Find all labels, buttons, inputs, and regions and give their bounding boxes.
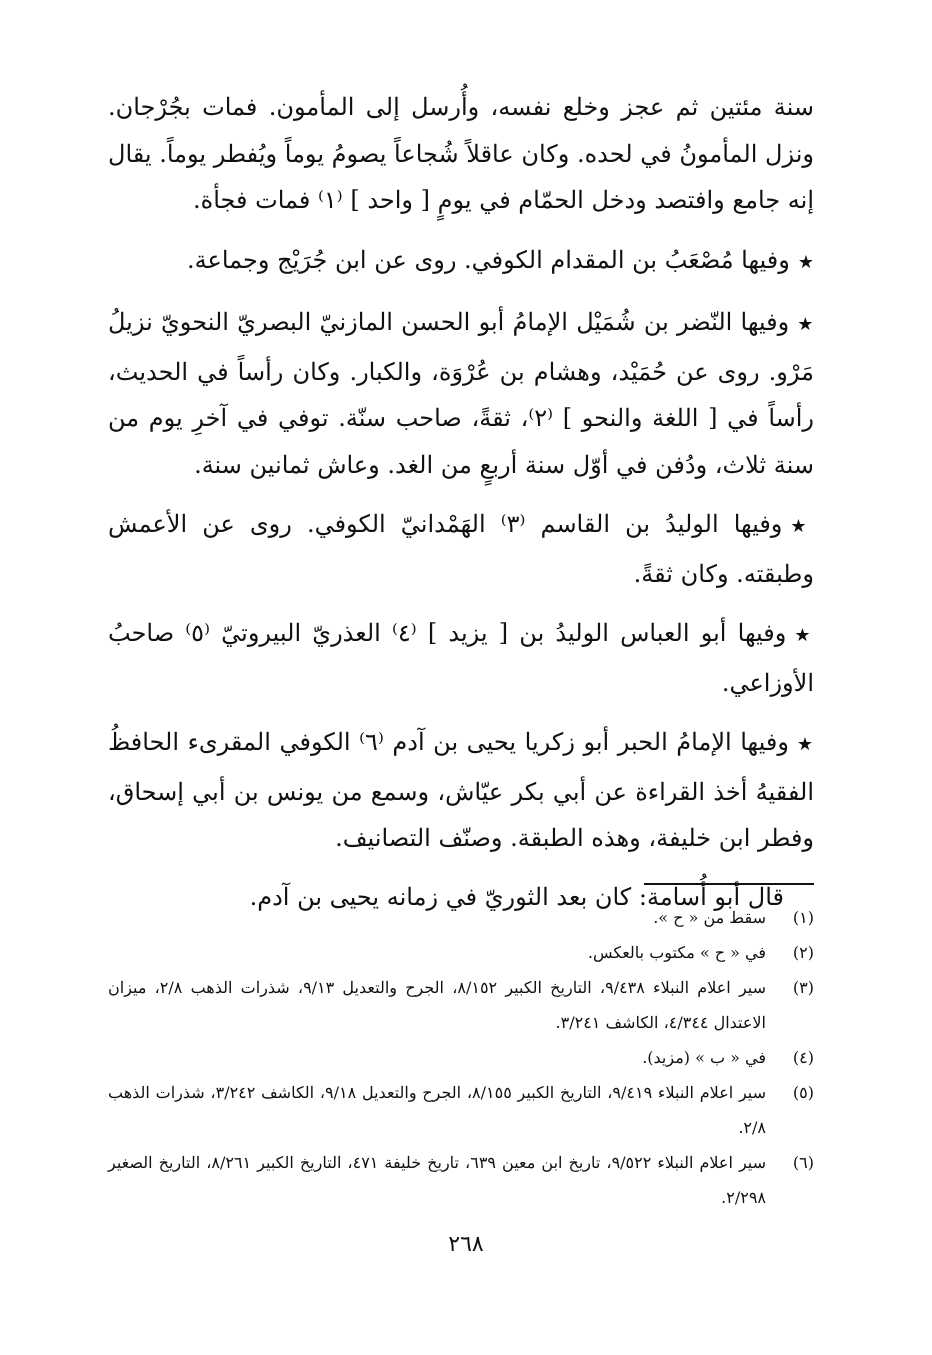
footnote-number: (٤)	[792, 1048, 814, 1067]
footnote	[108, 900, 814, 935]
paragraph	[108, 719, 814, 862]
footnote-text: في « ب » (مزيد).	[642, 1048, 766, 1067]
footnote	[108, 1145, 814, 1215]
paragraph	[108, 237, 814, 287]
footnote-text: سير اعلام النبلاء ٩/٥٢٢، تاريخ ابن معين ٦٣٩، تاريخ خليفة ٤٧١، التاريخ الكبير ٨/٢٦١، التاريخ الصغير ٢/٢٩٨.	[108, 1153, 767, 1207]
quote-paragraph: قال أبو أُسامة: كان بعد الثوريّ في زمانه يحيى بن آدم.	[249, 882, 784, 911]
paragraph-text: وفيها مُصْعَبُ بن المقدام الكوفي. روى عن ابن جُرَيْج وجماعة.	[187, 245, 790, 274]
main-text	[108, 84, 814, 920]
star-marker: ★	[794, 625, 815, 646]
paragraph-text: وفيها أبو العباس الوليدُ بن [ يزيد ] ⁽٤⁾ العذريّ البيروتيّ ⁽٥⁾ صاحبُ الأوزاعي.	[108, 619, 814, 697]
paragraph-text: سنة مئتين ثم عجز وخلع نفسه، وأُرسل إلى المأمون. فمات بجُرْجان. ونزل المأمونُ في لحده. وكان عاقلاً شُجاعاً يصومُ يوماً ويُفطر يوماً. يقال إنه جامع وافتصد ودخل الحمّام في يومٍ [ واحد ] ⁽١⁾ فمات فجأة.	[108, 93, 814, 214]
paragraph-text: وفيها الإمامُ الحبر أبو زكريا يحيى بن آدم ⁽٦⁾ الكوفي المقرىء الحافظُ الفقيهُ أخذ القراءة عن أبي بكر عيّاش، وسمع من يونس بن أبي إسحاق، وفطر ابن خليفة، وهذه الطبقة. وصنّف التصانيف.	[108, 728, 814, 852]
footnote-separator	[644, 883, 814, 885]
footnote-number: (٢)	[792, 943, 814, 962]
page-number: ٢٦٨	[448, 1232, 484, 1257]
footnote-text: سير اعلام النبلاء ٩/٤٣٨، التاريخ الكبير ٨/١٥٢، الجرح والتعديل ٩/١٣، شذرات الذهب ٢/٨، ميزان الاعتدال ٤/٣٤٤، الكاشف ٣/٢٤١.	[108, 978, 767, 1032]
paragraph	[108, 299, 814, 488]
footnote	[108, 1040, 814, 1075]
footnotes	[108, 900, 814, 1215]
star-marker: ★	[790, 516, 814, 537]
footnote-number: (٣)	[792, 978, 814, 997]
footnote	[108, 970, 814, 1040]
footnote	[108, 935, 814, 970]
paragraph-text: وفيها النّضر بن شُمَيْل الإمامُ أبو الحسن المازنيّ البصريّ النحويّ نزيلُ مَرْو. روى عن حُمَيْد، وهشام بن عُرْوَة، والكبار. وكان رأساً في الحديث، رأساً في [ اللغة والنحو ] ⁽٢⁾، ثقةً، صاحب سنّة. توفي في آخرِ يوم من سنة ثلاث، ودُفن في أوّل سنة أربعٍ من الغد. وعاش ثمانين سنة.	[108, 308, 815, 479]
paragraph	[108, 84, 814, 224]
paragraph	[108, 610, 814, 706]
footnote-text: سقط من « ح ».	[653, 908, 766, 927]
paragraph-text: وفيها الوليدُ بن القاسم ⁽٣⁾ الهَمْدانيّ الكوفي. روى عن الأعمش وطبقته. وكان ثقةً.	[108, 510, 814, 588]
footnote	[108, 1075, 814, 1145]
footnote-number: (٥)	[792, 1083, 814, 1102]
star-marker: ★	[797, 251, 814, 273]
footnote-text: في « ح » مكتوب بالعكس.	[587, 943, 766, 962]
footnote-number: (١)	[792, 908, 814, 927]
star-marker: ★	[797, 314, 815, 335]
footnote-text: سير اعلام النبلاء ٩/٤١٩، التاريخ الكبير ٨/١٥٥، الجرح والتعديل ٩/١٨، الكاشف ٣/٢٤٢، شذرات الذهب ٢/٨.	[108, 1083, 766, 1137]
star-marker: ★	[796, 734, 814, 755]
footnote-number: (٦)	[792, 1153, 814, 1172]
paragraph	[108, 501, 814, 597]
